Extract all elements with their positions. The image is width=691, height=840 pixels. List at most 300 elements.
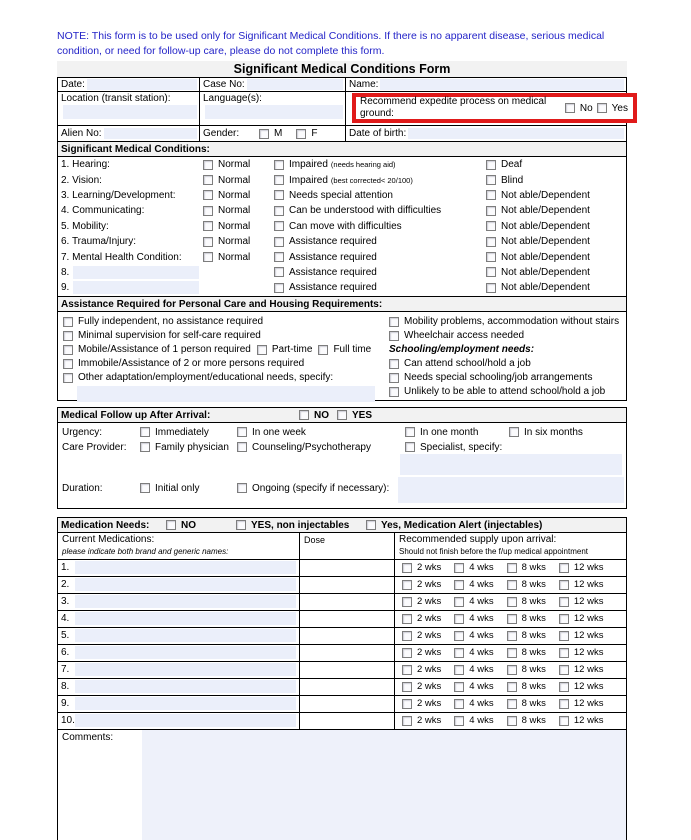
8-assistance-required-checkbox[interactable] [274,267,284,277]
checkbox-option [486,205,590,216]
care-family-physician-checkbox[interactable] [140,442,150,452]
other-adaptation-employment-educational-needs-specify-checkbox[interactable] [63,373,73,383]
row5-8-wks-checkbox[interactable] [507,631,517,641]
1-hearing-deaf-checkbox[interactable] [486,160,496,170]
condition-mid-cell [274,252,486,263]
followup-title: Medical Follow up After Arrival: [61,409,211,421]
option-label: Unlikely to be able to attend school/hold a job [404,386,606,398]
row4-4-wks-checkbox[interactable] [454,614,464,624]
row6-8-wks-checkbox[interactable] [507,648,517,658]
row5-2-wks-checkbox[interactable] [402,631,412,641]
care-provider-label: Care Provider: [62,441,127,453]
row5-4-wks-checkbox[interactable] [454,631,464,641]
checkbox-option [203,175,250,186]
checkbox-option [402,613,441,624]
row7-12-wks-checkbox[interactable] [559,665,569,675]
medication-10-dose-input[interactable] [300,713,395,729]
condition-right-cell [486,159,626,170]
medication-2-dose-input[interactable] [300,577,395,593]
option-label: YES, non injectables [251,519,350,531]
assistance-option-row [63,315,389,329]
minimal-supervision-for-self-care-required-checkbox[interactable] [63,331,73,341]
condition-label-cell [58,281,203,294]
row1-12-wks-checkbox[interactable] [559,563,569,573]
checkbox-option [454,647,493,658]
followup-no-label: NO [314,409,329,421]
checkbox-option [237,442,405,453]
medication-supply-cell [395,577,626,593]
assistance-option-row [63,357,389,371]
condition-mid-cell [274,159,486,170]
dob-input[interactable] [408,128,624,139]
option-label: Assistance required [289,251,377,263]
option-label: 8 wks [521,647,546,659]
medication-supply-cell [395,628,626,644]
followup-no-checkbox[interactable] [299,410,309,420]
languages-label: Language(s): [203,93,262,104]
condition-row [58,157,626,172]
option-label: 2 wks [417,664,442,676]
condition-label: 6. Trauma/Injury: [61,236,137,248]
option-label: 12 wks [573,698,604,710]
assistance-option-row [63,329,389,343]
option-label: 12 wks [573,579,604,591]
expedite-yes-label: Yes [611,102,628,114]
checkbox-option [237,483,389,494]
3-learning-development-normal-checkbox[interactable] [203,190,213,200]
care-provider-row [62,442,624,453]
location-label: Location (transit station): [61,93,171,104]
option-label: Not able/Dependent [501,189,590,201]
4-communicating-can-be-understood-with-difficulties-checkbox[interactable] [274,206,284,216]
option-label: Assistance required [289,282,377,294]
medication-row [58,679,626,696]
row7-8-wks-checkbox[interactable] [507,665,517,675]
assistance-section-header: Assistance Required for Personal Care and Housing Requirements: [57,296,627,312]
medication-needs-yes-non-injectables-checkbox[interactable] [236,520,246,530]
row3-12-wks-checkbox[interactable] [559,597,569,607]
checkbox-option [405,427,509,438]
option-label: Normal [218,159,251,171]
1-hearing-normal-checkbox[interactable] [203,160,213,170]
can-attend-school-hold-a-job-checkbox[interactable] [389,359,399,369]
checkbox-option [402,579,441,590]
medication-row-number: 1. [61,562,70,574]
option-note: (best corrected< 20/100) [330,175,413,185]
checkbox-option [274,236,377,247]
medication-4-dose-input[interactable] [300,611,395,627]
assistance-left-column [63,315,389,402]
medication-5-dose-input[interactable] [300,628,395,644]
assistance-option-row [389,315,622,329]
checkbox-option [509,427,583,438]
medication-8-dose-input[interactable] [300,679,395,695]
option-label: Specialist, specify: [420,441,503,453]
2-vision-impaired-checkbox[interactable] [274,175,284,185]
checkbox-option [318,344,371,355]
gender-m-checkbox[interactable] [259,129,269,139]
row4-2-wks-checkbox[interactable] [402,614,412,624]
option-label: Can be understood with difficulties [289,205,442,217]
condition-label: 7. Mental Health Condition: [61,251,182,263]
9-not-able-dependent-checkbox[interactable] [486,283,496,293]
care-counseling-psychotherapy-checkbox[interactable] [237,442,247,452]
duration-initial-only-checkbox[interactable] [140,483,150,493]
row3-2-wks-checkbox[interactable] [402,597,412,607]
8-not-able-dependent-checkbox[interactable] [486,267,496,277]
condition-mid-cell [274,175,486,186]
expedite-no-checkbox[interactable] [565,103,575,113]
option-label: 2 wks [417,579,442,591]
medication-6-name-input[interactable] [75,646,296,659]
option-label: 4 wks [469,647,494,659]
row8-4-wks-checkbox[interactable] [454,682,464,692]
option-label: In one month [420,426,479,438]
option-label: 12 wks [573,715,604,727]
checkbox-option [203,190,250,201]
option-label: 4 wks [469,715,494,727]
languages-input[interactable] [205,105,343,119]
6-trauma-injury-normal-checkbox[interactable] [203,237,213,247]
2-vision-normal-checkbox[interactable] [203,175,213,185]
condition-right-cell [486,205,626,216]
checkbox-option [236,519,349,532]
option-label: 2 wks [417,681,442,693]
option-label: 2 wks [417,596,442,608]
medication-3-dose-input[interactable] [300,594,395,610]
checkbox-option [454,613,493,624]
medication-row [58,645,626,662]
condition-mid-cell [274,205,486,216]
condition-8-text-input[interactable] [73,266,199,279]
checkbox-option [559,698,604,709]
checkbox-option [140,427,237,438]
urgency-row [62,427,624,438]
urgency-in-six-months-checkbox[interactable] [509,427,519,437]
medication-3-name-input[interactable] [75,595,296,608]
other-needs-specify-input[interactable] [77,386,375,402]
medication-name-cell [58,679,300,695]
6-trauma-injury-assistance-required-checkbox[interactable] [274,237,284,247]
checkbox-option [507,715,546,726]
checkbox-option [203,236,250,247]
medication-needs-yes-medication-alert-injectables-checkbox[interactable] [366,520,376,530]
condition-normal-cell [203,252,274,263]
medication-9-dose-input[interactable] [300,696,395,712]
condition-label: 3. Learning/Development: [61,189,176,201]
medication-1-dose-input[interactable] [300,560,395,576]
condition-row [58,280,626,295]
2-vision-blind-checkbox[interactable] [486,175,496,185]
row10-12-wks-checkbox[interactable] [559,716,569,726]
condition-row [58,203,626,218]
option-label: In six months [524,426,583,438]
option-label: Impaired [289,159,328,171]
5-mobility-normal-checkbox[interactable] [203,221,213,231]
3-learning-development-not-able-dependent-checkbox[interactable] [486,190,496,200]
checkbox-option [454,630,493,641]
header-grid [57,77,627,142]
condition-label-cell [58,266,203,279]
row9-4-wks-checkbox[interactable] [454,699,464,709]
checkbox-option [454,596,493,607]
condition-normal-cell [203,236,274,247]
ongoing-specify-input[interactable] [398,477,624,503]
unlikely-to-be-able-to-attend-school-hold-a-job-checkbox[interactable] [389,387,399,397]
col1-note: please indicate both brand and generic names: [62,546,229,556]
medication-1-name-input[interactable] [75,561,296,574]
gender-cell [200,126,346,141]
assistance-option-row [63,371,389,385]
condition-mid-cell [274,267,486,278]
date-input[interactable] [87,79,197,90]
medication-7-dose-input[interactable] [300,662,395,678]
option-label: 8 wks [521,596,546,608]
alien-no-input[interactable] [104,128,197,139]
checkbox-option [559,613,604,624]
row6-2-wks-checkbox[interactable] [402,648,412,658]
row9-8-wks-checkbox[interactable] [507,699,517,709]
medication-row-number: 9. [61,698,70,710]
option-label: Immediately [155,426,209,438]
condition-label-cell [58,190,203,201]
7-mental-health-condition-assistance-required-checkbox[interactable] [274,252,284,262]
condition-row [58,249,626,264]
expedite-yes-checkbox[interactable] [597,103,607,113]
gender-m-label: M [274,128,283,139]
row2-4-wks-checkbox[interactable] [454,580,464,590]
row4-8-wks-checkbox[interactable] [507,614,517,624]
checkbox-option [559,647,604,658]
part-time-checkbox[interactable] [257,345,267,355]
urgency-in-one-week-checkbox[interactable] [237,427,247,437]
4-communicating-normal-checkbox[interactable] [203,206,213,216]
checkbox-option [274,159,396,170]
urgency-immediately-checkbox[interactable] [140,427,150,437]
checkbox-option [63,316,263,327]
row5-12-wks-checkbox[interactable] [559,631,569,641]
checkbox-option [405,442,509,453]
checkbox-option [559,596,604,607]
comments-input[interactable] [142,730,626,840]
medication-7-name-input[interactable] [75,663,296,676]
option-label: Mobile/Assistance of 1 person required [78,344,251,356]
option-label: Not able/Dependent [501,266,590,278]
row10-4-wks-checkbox[interactable] [454,716,464,726]
row1-8-wks-checkbox[interactable] [507,563,517,573]
fully-independent-no-assistance-required-checkbox[interactable] [63,317,73,327]
condition-label: 1. Hearing: [61,159,110,171]
schooling-option-row [389,385,622,399]
mobile-assistance-of-1-person-required-checkbox[interactable] [63,345,73,355]
checkbox-option [486,190,590,201]
medication-row [58,594,626,611]
checkbox-option [559,715,604,726]
expedite-alert-box [352,93,637,123]
medication-table [57,533,627,730]
condition-normal-cell [203,190,274,201]
row9-12-wks-checkbox[interactable] [559,699,569,709]
checkbox-option [454,681,493,692]
row9-2-wks-checkbox[interactable] [402,699,412,709]
option-label: Normal [218,251,251,263]
checkbox-option [402,681,441,692]
medication-8-name-input[interactable] [75,680,296,693]
checkbox-option [486,221,590,232]
row8-2-wks-checkbox[interactable] [402,682,412,692]
checkbox-option [140,442,237,453]
row3-8-wks-checkbox[interactable] [507,597,517,607]
medication-needs-no-checkbox[interactable] [166,520,176,530]
medication-10-name-input[interactable] [75,714,296,727]
checkbox-option [203,159,250,170]
full-time-checkbox[interactable] [318,345,328,355]
needs-special-schooling-job-arrangements-checkbox[interactable] [389,373,399,383]
checkbox-option [63,358,304,369]
option-label: Normal [218,205,251,217]
condition-mid-cell [274,236,486,247]
mobility-problems-accommodation-without-stairs-checkbox[interactable] [389,317,399,327]
checkbox-option [274,252,377,263]
option-label: 12 wks [573,562,604,574]
medication-4-name-input[interactable] [75,612,296,625]
option-label: 8 wks [521,664,546,676]
urgency-in-one-month-checkbox[interactable] [405,427,415,437]
row7-4-wks-checkbox[interactable] [454,665,464,675]
row2-12-wks-checkbox[interactable] [559,580,569,590]
option-label: 4 wks [469,698,494,710]
condition-mid-cell [274,190,486,201]
checkbox-option [389,330,524,341]
checkbox-option [454,562,493,573]
condition-9-text-input[interactable] [73,281,199,294]
option-label: Other adaptation/employment/educational needs, specify: [78,372,334,384]
checkbox-option [486,267,590,278]
checkbox-option [507,596,546,607]
9-assistance-required-checkbox[interactable] [274,283,284,293]
checkbox-option [402,562,441,573]
location-input[interactable] [63,105,197,119]
medication-name-cell [58,611,300,627]
name-label: Name: [349,79,379,90]
medical-conditions-form [57,61,627,840]
condition-normal-cell [203,159,274,170]
specialist-specify-input[interactable] [400,454,622,475]
medication-supply-cell [395,679,626,695]
expedite-yes-option [597,103,628,114]
row8-8-wks-checkbox[interactable] [507,682,517,692]
checkbox-option [274,190,393,201]
medication-supply-cell [395,560,626,576]
option-label: Mobility problems, accommodation without stairs [404,316,620,328]
row7-2-wks-checkbox[interactable] [402,665,412,675]
medication-supply-cell [395,696,626,712]
1-hearing-impaired-checkbox[interactable] [274,160,284,170]
condition-label-cell [58,236,203,247]
medication-rows [58,560,626,730]
row4-12-wks-checkbox[interactable] [559,614,569,624]
schooling-needs-title: Schooling/employment needs: [389,343,535,355]
option-label: Part-time [271,344,313,356]
medication-section-header [57,517,627,533]
medication-name-cell [58,696,300,712]
option-label: Counseling/Psychotherapy [252,441,371,453]
care-specialist-specify-checkbox[interactable] [405,442,415,452]
case-no-input[interactable] [247,79,343,90]
option-label: 2 wks [417,630,442,642]
option-label: Deaf [501,159,523,171]
5-mobility-not-able-dependent-checkbox[interactable] [486,221,496,231]
option-note: (needs hearing aid) [330,160,396,170]
medication-5-name-input[interactable] [75,629,296,642]
row10-8-wks-checkbox[interactable] [507,716,517,726]
checkbox-option [63,344,251,355]
checkbox-option [454,664,493,675]
checkbox-option [274,267,377,278]
checkbox-option [454,579,493,590]
6-trauma-injury-not-able-dependent-checkbox[interactable] [486,237,496,247]
immobile-assistance-of-2-or-more-persons-required-checkbox[interactable] [63,359,73,369]
duration-ongoing-specify-if-necessary-checkbox[interactable] [237,483,247,493]
medication-9-name-input[interactable] [75,697,296,710]
medication-supply-cell [395,645,626,661]
medication-6-dose-input[interactable] [300,645,395,661]
name-input[interactable] [380,79,624,90]
medication-row-number: 10. [61,715,75,727]
followup-body [57,423,627,509]
4-communicating-not-able-dependent-checkbox[interactable] [486,206,496,216]
7-mental-health-condition-normal-checkbox[interactable] [203,252,213,262]
followup-yes-checkbox[interactable] [337,410,347,420]
medication-row-number: 6. [61,647,70,659]
medication-2-name-input[interactable] [75,578,296,591]
checkbox-option [507,664,546,675]
checkbox-option [274,175,413,186]
option-label: 2 wks [417,613,442,625]
row8-12-wks-checkbox[interactable] [559,682,569,692]
option-label: Assistance required [289,236,377,248]
gender-f-checkbox[interactable] [296,129,306,139]
option-label: 12 wks [573,664,604,676]
row3-4-wks-checkbox[interactable] [454,597,464,607]
checkbox-option [274,282,377,293]
row2-8-wks-checkbox[interactable] [507,580,517,590]
7-mental-health-condition-not-able-dependent-checkbox[interactable] [486,252,496,262]
row6-12-wks-checkbox[interactable] [559,648,569,658]
row10-2-wks-checkbox[interactable] [402,716,412,726]
3-learning-development-needs-special-attention-checkbox[interactable] [274,190,284,200]
assistance-option-row [389,329,622,343]
row1-4-wks-checkbox[interactable] [454,563,464,573]
comments-label: Comments: [62,731,114,743]
wheelchair-access-needed-checkbox[interactable] [389,331,399,341]
medication-row-number: 7. [61,664,70,676]
condition-label-cell [58,252,203,263]
col3-title: Recommended supply upon arrival: [399,533,557,545]
urgency-label: Urgency: [62,426,103,438]
checkbox-option [507,698,546,709]
option-label: 4 wks [469,664,494,676]
row6-4-wks-checkbox[interactable] [454,648,464,658]
option-label: Initial only [155,482,200,494]
option-label: Normal [218,189,251,201]
medication-table-header [58,533,626,560]
row1-2-wks-checkbox[interactable] [402,563,412,573]
5-mobility-can-move-with-difficulties-checkbox[interactable] [274,221,284,231]
row2-2-wks-checkbox[interactable] [402,580,412,590]
option-label: 4 wks [469,630,494,642]
dose-header: Dose [300,533,395,559]
